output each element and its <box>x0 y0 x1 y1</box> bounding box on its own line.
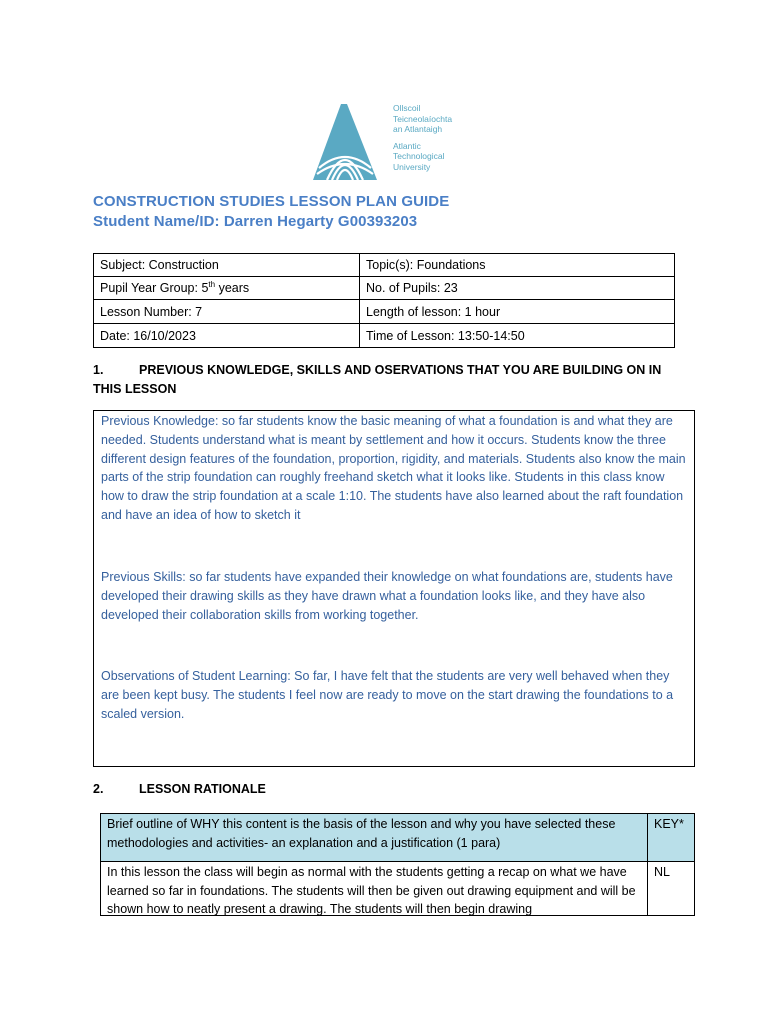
subject-cell: Subject: Construction <box>94 254 360 277</box>
lesson-info-table <box>93 253 675 348</box>
rationale-header-cell: Brief outline of WHY this content is the basis of the lesson and why you have selected these methodologies and activities- an explanation and a justification (1 para) <box>101 814 648 862</box>
logo-line: an Atlantaigh <box>393 124 443 134</box>
previous-skills-text: Previous Skills: so far students have expanded their knowledge on what foundations are, students have developed their drawing skills as they have drawn what a foundation looks like, and they have also developed their collaboration skills from working together. <box>101 570 673 622</box>
date-cell: Date: 16/10/2023 <box>94 324 360 348</box>
table-row <box>94 254 675 277</box>
logo-wordmark <box>393 103 452 172</box>
topics-cell: Topic(s): Foundations <box>360 254 675 277</box>
logo-line: Technological <box>393 151 445 161</box>
lesson-number-cell: Lesson Number: 7 <box>94 300 360 324</box>
section-number: 2. <box>93 782 104 796</box>
year-group-cell: Pupil Year Group: 5th years <box>94 277 360 300</box>
section-1-heading <box>93 361 683 399</box>
key-value-cell: NL <box>648 862 695 916</box>
section-number: 1. <box>93 363 104 377</box>
previous-knowledge-box <box>93 410 695 767</box>
lesson-length-cell: Length of lesson: 1 hour <box>360 300 675 324</box>
logo-line: Ollscoil <box>393 103 421 113</box>
table-row <box>94 324 675 348</box>
table-row <box>101 862 695 916</box>
observations-text: Observations of Student Learning: So far, I have felt that the students are very well behaved when they are been kept busy. The students I feel now are ready to move on the start drawing the foundations to a scaled version. <box>101 669 674 721</box>
table-row <box>94 300 675 324</box>
logo-line: Atlantic <box>393 140 421 151</box>
table-header-row <box>101 814 695 862</box>
student-name-id: Student Name/ID: Darren Hegarty G00393203 <box>93 213 418 230</box>
lesson-rationale-table <box>100 813 695 916</box>
section-2-heading <box>93 782 266 796</box>
document-header <box>93 192 449 232</box>
rationale-body-text: In this lesson the class will begin as normal with the students getting a recap on what we have learned so far in foundations. The students will then be given out drawing equipment and will be shown how to neatly present a drawing. The students will then begin drawing <box>107 865 636 915</box>
table-row <box>94 277 675 300</box>
rationale-body-cell <box>101 862 648 916</box>
pupils-cell: No. of Pupils: 23 <box>360 277 675 300</box>
key-header-cell: KEY* <box>648 814 695 862</box>
section-heading-text: LESSON RATIONALE <box>139 782 266 796</box>
document-title: CONSTRUCTION STUDIES LESSON PLAN GUIDE <box>93 193 450 210</box>
previous-knowledge-text: Previous Knowledge: so far students know the basic meaning of what a foundation is and what they are needed. Students understand what is meant by settlement and how it occurs. Students know the three different design features of the foundation, proportion, rigidity, and materials. Students also know the main parts of the strip foundation can roughly freehand sketch what it looks like. Students in this class know how to draw the strip foundation at a scale 1:10. The students have also learned about the raft foundation and have an idea of how to sketch it <box>101 414 686 522</box>
logo-line: University <box>393 161 431 172</box>
section-heading-text: PREVIOUS KNOWLEDGE, SKILLS AND OSERVATIONS THAT YOU ARE BUILDING ON IN THIS LESSON <box>93 363 662 396</box>
time-cell: Time of Lesson: 13:50-14:50 <box>360 324 675 348</box>
logo-line: Teicneolaíochta <box>393 113 453 124</box>
